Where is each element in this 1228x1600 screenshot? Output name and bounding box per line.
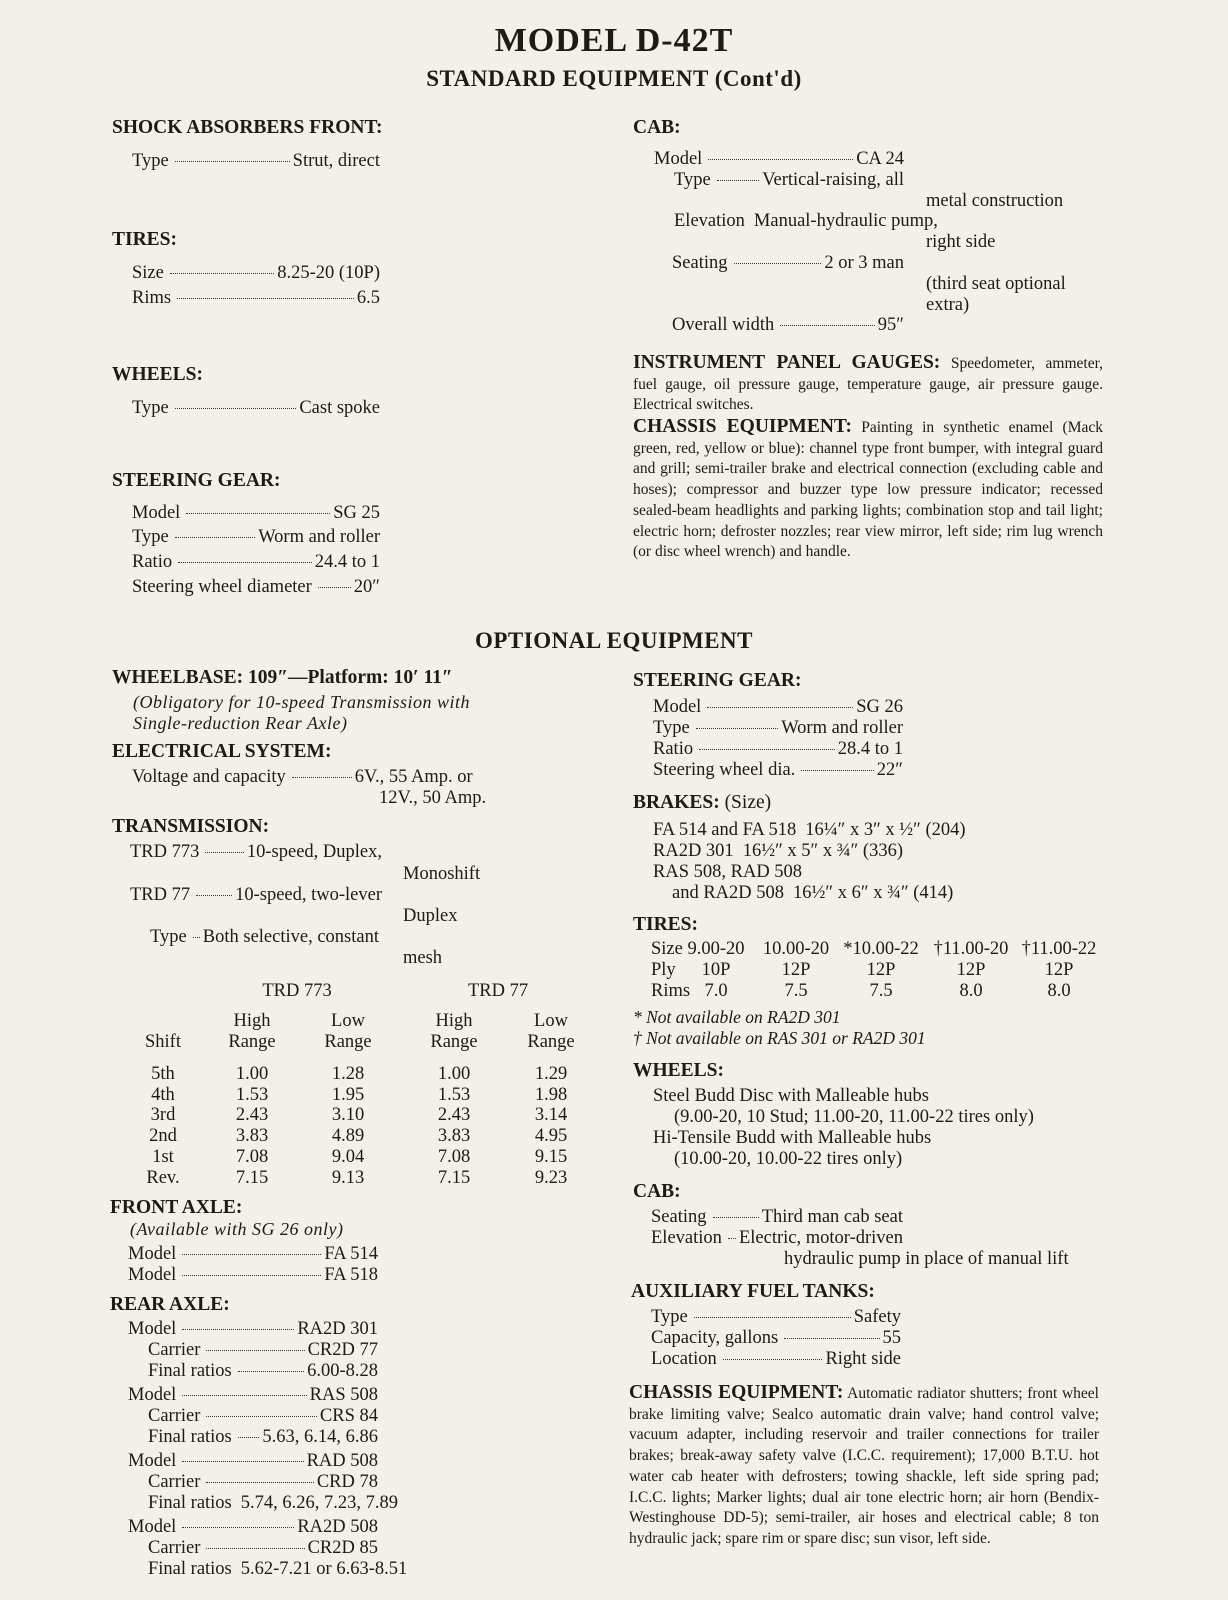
spec-row bbox=[128, 1319, 378, 1340]
spec-label: Elevation bbox=[674, 211, 745, 231]
spec-value: Vertical-raising, all bbox=[762, 170, 904, 190]
wheelbase-note: (Obligatory for 10-speed Transmission with bbox=[133, 692, 471, 712]
spec-row bbox=[148, 1559, 408, 1580]
spec-label: Type bbox=[651, 1307, 688, 1327]
tire-row-label: Size bbox=[651, 939, 683, 959]
tires-heading: TIRES: bbox=[112, 229, 178, 250]
spec-value: Third man cab seat bbox=[761, 1207, 903, 1227]
spec-row bbox=[132, 263, 380, 284]
tire-table-cell: 10.00-20 bbox=[762, 939, 830, 959]
spec-value: RA2D 508 bbox=[297, 1517, 378, 1537]
spec-row bbox=[132, 577, 380, 598]
spec-value: 16½″ x 5″ x ¾″ (336) bbox=[742, 841, 903, 861]
spec-label: Location bbox=[651, 1349, 717, 1369]
spec-row bbox=[128, 1265, 378, 1286]
table-column-trd773-high: 1.00 1.53 2.43 3.83 7.08 7.15 bbox=[235, 1064, 269, 1188]
table-column-shift: 5th 4th 3rd 2nd 1st Rev. bbox=[146, 1064, 180, 1188]
table-column-header: High Range bbox=[430, 1011, 478, 1052]
table-column-header: Low Range bbox=[527, 1011, 575, 1052]
spec-label: TRD 773 bbox=[130, 842, 200, 862]
spec-label: Voltage and capacity bbox=[132, 767, 286, 787]
spec-row bbox=[653, 697, 903, 718]
spec-value: CR2D 77 bbox=[307, 1340, 378, 1360]
spec-row bbox=[672, 883, 954, 904]
spec-value: CR2D 85 bbox=[307, 1538, 378, 1558]
spec-row bbox=[148, 1361, 378, 1382]
front-axle-heading: FRONT AXLE: bbox=[110, 1197, 243, 1218]
wheels-option: Steel Budd Disc with Malleable hubs bbox=[653, 1086, 929, 1106]
spec-value: 10-speed, Duplex, bbox=[246, 842, 382, 862]
tire-table-cell: 7.5 bbox=[784, 981, 808, 1001]
spec-row bbox=[148, 1538, 378, 1559]
spec-value: FA 518 bbox=[324, 1265, 378, 1285]
spec-row bbox=[132, 552, 380, 573]
steering-gear-opt-heading: STEERING GEAR: bbox=[633, 670, 802, 691]
chassis-opt-text: Automatic radiator shutters; front wheel brake limiting valve; Sealco automatic drain valve; hand control valve; vacuum adapter, including reservoir and trailer connections for trailer brakes; break-away safety valve (I.C.C. requirement); 17,000 B.T.U. hot water cab heater with defrosters; towing shackle, left side spring pad; I.C.C. lights; Marker lights; dual air tone electric horn; air horn (Bendix-Westinghouse DD-5); semi-trailer, air hoses and electrical cable; 8 ton hydraulic jack; spare rim or spare disc; sun visor, left side. bbox=[629, 1385, 1099, 1547]
chassis-opt-heading: CHASSIS EQUIPMENT: bbox=[629, 1382, 844, 1403]
spec-label: Steering wheel diameter bbox=[132, 577, 312, 597]
spec-row bbox=[128, 1385, 378, 1406]
spec-label: Type bbox=[132, 527, 169, 547]
spec-label: Steering wheel dia. bbox=[653, 760, 796, 780]
spec-row bbox=[148, 1472, 378, 1493]
table-group-header: TRD 77 bbox=[467, 981, 529, 1001]
spec-row bbox=[130, 842, 382, 863]
spec-label: TRD 77 bbox=[130, 885, 191, 905]
spec-value: Both selective, constant bbox=[202, 927, 379, 947]
spec-value: Manual-hydraulic pump, bbox=[753, 211, 938, 231]
spec-row bbox=[651, 1228, 903, 1249]
spec-value: 20″ bbox=[353, 577, 380, 597]
spec-label: Elevation bbox=[651, 1228, 722, 1248]
table-column-header: Low Range bbox=[324, 1011, 372, 1052]
transmission-heading: TRANSMISSION: bbox=[112, 816, 270, 837]
spec-value: SG 25 bbox=[333, 503, 380, 523]
spec-value: RA2D 301 bbox=[297, 1319, 378, 1339]
spec-label: Type bbox=[150, 927, 187, 947]
spec-label: Ratio bbox=[653, 739, 694, 759]
spec-value: RAD 508 bbox=[306, 1451, 378, 1471]
spec-label: Model bbox=[128, 1265, 177, 1285]
tire-table-cell: 10P bbox=[701, 960, 731, 980]
spec-value-cont: Monoshift bbox=[403, 864, 481, 884]
wheels-opt-heading: WHEELS: bbox=[633, 1060, 725, 1081]
wheelbase-heading: WHEELBASE: 109″—Platform: 10′ 11″ bbox=[112, 667, 453, 688]
spec-row bbox=[653, 739, 903, 760]
spec-row bbox=[148, 1340, 378, 1361]
spec-value: 16¼″ x 3″ x ½″ (204) bbox=[805, 820, 966, 840]
page-title: MODEL D-42T bbox=[494, 22, 734, 59]
spec-label: Type bbox=[653, 718, 690, 738]
spec-row bbox=[128, 1451, 378, 1472]
spec-label: Type bbox=[132, 151, 169, 171]
spec-row bbox=[651, 1207, 903, 1228]
spec-value: 24.4 to 1 bbox=[314, 552, 380, 572]
spec-label: RAS 508, RAD 508 bbox=[653, 862, 803, 882]
spec-label: Model bbox=[132, 503, 181, 523]
spec-value-cont: extra) bbox=[926, 295, 970, 315]
spec-label: Seating bbox=[672, 253, 728, 273]
rear-axle-heading: REAR AXLE: bbox=[110, 1294, 230, 1315]
tire-table-cell: 7.0 bbox=[704, 981, 728, 1001]
electrical-system-heading: ELECTRICAL SYSTEM: bbox=[112, 741, 332, 762]
brakes-heading-size: (Size) bbox=[724, 792, 772, 813]
wheels-heading: WHEELS: bbox=[112, 364, 204, 385]
spec-label: Size bbox=[132, 263, 164, 283]
spec-row bbox=[132, 767, 473, 788]
spec-value-cont: right side bbox=[926, 232, 996, 252]
spec-value: CA 24 bbox=[856, 149, 904, 169]
spec-row bbox=[653, 718, 903, 739]
spec-label: Model bbox=[653, 697, 702, 717]
brakes-heading bbox=[633, 792, 771, 814]
tire-row-label: Ply bbox=[651, 960, 676, 980]
spec-row bbox=[651, 1349, 901, 1370]
spec-value: Cast spoke bbox=[299, 398, 380, 418]
spec-row bbox=[654, 149, 904, 170]
spec-value: Right side bbox=[825, 1349, 901, 1369]
spec-label: Model bbox=[128, 1451, 177, 1471]
optional-equipment-title: OPTIONAL EQUIPMENT bbox=[474, 628, 753, 653]
spec-value-cont: mesh bbox=[403, 948, 443, 968]
spec-value: 6.5 bbox=[356, 288, 380, 308]
tire-table-cell: 7.5 bbox=[869, 981, 893, 1001]
spec-label: Carrier bbox=[148, 1472, 201, 1492]
wheels-option-note: (10.00-20, 10.00-22 tires only) bbox=[674, 1149, 903, 1169]
chassis-equipment-standard bbox=[633, 417, 1103, 563]
spec-row bbox=[651, 1328, 901, 1349]
spec-value: 5.62-7.21 or 6.63-8.51 bbox=[240, 1559, 408, 1579]
spec-row bbox=[674, 170, 904, 191]
steering-gear-heading: STEERING GEAR: bbox=[112, 470, 281, 491]
spec-value: CRD 78 bbox=[316, 1472, 378, 1492]
spec-row bbox=[653, 820, 966, 841]
spec-label: Overall width bbox=[672, 315, 775, 335]
spec-row bbox=[148, 1406, 378, 1427]
table-column-trd77-low: 1.29 1.98 3.14 4.95 9.15 9.23 bbox=[534, 1064, 568, 1188]
tire-table-cell: 12P bbox=[956, 960, 986, 980]
spec-label: Seating bbox=[651, 1207, 707, 1227]
spec-label: Final ratios bbox=[148, 1559, 232, 1579]
spec-row bbox=[132, 527, 380, 548]
spec-label: Carrier bbox=[148, 1538, 201, 1558]
spec-value: Strut, direct bbox=[292, 151, 380, 171]
spec-row bbox=[148, 1427, 378, 1448]
spec-value: 22″ bbox=[876, 760, 903, 780]
spec-value: 5.63, 6.14, 6.86 bbox=[262, 1427, 378, 1447]
tire-footnote: † Not available on RAS 301 or RA2D 301 bbox=[633, 1028, 926, 1048]
spec-row bbox=[128, 1517, 378, 1538]
spec-row bbox=[651, 1307, 901, 1328]
spec-value: 16½″ x 6″ x ¾″ (414) bbox=[793, 883, 954, 903]
tire-table-cell: *10.00-22 bbox=[843, 939, 919, 959]
spec-label: FA 514 and FA 518 bbox=[653, 820, 797, 840]
spec-label: Final ratios bbox=[148, 1361, 232, 1381]
tire-row-label: Rims bbox=[651, 981, 691, 1001]
tire-table-cell: †11.00-22 bbox=[1021, 939, 1097, 959]
spec-label: Type bbox=[132, 398, 169, 418]
spec-label: and RA2D 508 bbox=[672, 883, 785, 903]
spec-value: 55 bbox=[882, 1328, 901, 1348]
spec-value: 28.4 to 1 bbox=[837, 739, 903, 759]
tire-footnote: * Not available on RA2D 301 bbox=[633, 1007, 841, 1027]
instrument-text: Speedometer, ammeter, fuel gauge, oil pressure gauge, temperature gauge, air pressure gauge. Electrical switches. bbox=[633, 355, 1103, 414]
spec-label: Model bbox=[128, 1319, 177, 1339]
shock-absorbers-heading: SHOCK ABSORBERS FRONT: bbox=[112, 117, 383, 138]
spec-value: 8.25-20 (10P) bbox=[277, 263, 380, 283]
spec-value: CRS 84 bbox=[319, 1406, 378, 1426]
tire-table-cell: †11.00-20 bbox=[933, 939, 1009, 959]
spec-row bbox=[148, 1493, 399, 1514]
spec-row bbox=[672, 253, 904, 274]
spec-label: Type bbox=[674, 170, 711, 190]
spec-row bbox=[132, 288, 380, 309]
spec-value: RAS 508 bbox=[309, 1385, 378, 1405]
spec-row bbox=[653, 841, 903, 862]
brakes-heading-label: BRAKES: bbox=[633, 792, 720, 813]
chassis-text: Painting in synthetic enamel (Mack green, red, yellow or blue): channel type front bumper, with integral guard and grill; semi-trailer brake and electrical connection (excluding cable and hoses); compressor and buzzer type low pressure indicator; recessed sealed-beam headlights and parking lights; combination stop and tail light; electric horn; defroster nozzles; rear view mirror, left side; rim lug wrench (or disc wheel wrench) and handle. bbox=[633, 419, 1104, 561]
spec-value-cont: metal construction bbox=[926, 191, 1064, 211]
front-axle-note: (Available with SG 26 only) bbox=[130, 1219, 344, 1239]
spec-row bbox=[132, 151, 380, 172]
spec-label: RA2D 301 bbox=[653, 841, 734, 861]
tire-table-cell: 8.0 bbox=[1047, 981, 1071, 1001]
table-column-header: High Range bbox=[228, 1011, 276, 1052]
spec-value-cont: hydraulic pump in place of manual lift bbox=[784, 1249, 1069, 1269]
tires-opt-heading: TIRES: bbox=[633, 914, 699, 935]
spec-row bbox=[132, 398, 380, 419]
cab-heading: CAB: bbox=[633, 117, 681, 138]
spec-value: 95″ bbox=[877, 315, 904, 335]
spec-label: Final ratios bbox=[148, 1493, 232, 1513]
spec-value: Worm and roller bbox=[258, 527, 380, 547]
tire-table-cell: 9.00-20 bbox=[687, 939, 745, 959]
spec-value: Safety bbox=[853, 1307, 901, 1327]
spec-row bbox=[672, 315, 904, 336]
spec-label: Capacity, gallons bbox=[651, 1328, 779, 1348]
table-column-header: Shift bbox=[145, 1032, 181, 1052]
spec-value-cont: Duplex bbox=[403, 906, 458, 926]
spec-value: 6V., 55 Amp. or bbox=[354, 767, 473, 787]
cab-opt-heading: CAB: bbox=[633, 1181, 681, 1202]
wheelbase-note: Single-reduction Rear Axle) bbox=[133, 713, 348, 733]
spec-value: 6.00-8.28 bbox=[307, 1361, 378, 1381]
tire-table-cell: 12P bbox=[1044, 960, 1074, 980]
wheels-option-note: (9.00-20, 10 Stud; 11.00-20, 11.00-22 tires only) bbox=[674, 1107, 1034, 1127]
tire-table-cell: 8.0 bbox=[959, 981, 983, 1001]
chassis-equipment-optional bbox=[629, 1383, 1099, 1550]
spec-value: Worm and roller bbox=[781, 718, 903, 738]
table-column-trd773-low: 1.28 1.95 3.10 4.89 9.04 9.13 bbox=[331, 1064, 365, 1188]
spec-value: SG 26 bbox=[856, 697, 903, 717]
spec-value: Electric, motor-driven bbox=[738, 1228, 903, 1248]
spec-label: Model bbox=[128, 1517, 177, 1537]
spec-label: Final ratios bbox=[148, 1427, 232, 1447]
spec-label: Model bbox=[654, 149, 703, 169]
instrument-panel-gauges bbox=[633, 353, 1103, 416]
instrument-heading: INSTRUMENT PANEL GAUGES: bbox=[633, 352, 941, 373]
spec-row bbox=[150, 927, 379, 948]
spec-value: FA 514 bbox=[324, 1244, 378, 1264]
spec-row bbox=[128, 1244, 378, 1265]
tire-table-cell: 12P bbox=[781, 960, 811, 980]
spec-value-cont: 12V., 50 Amp. bbox=[379, 788, 487, 808]
chassis-heading: CHASSIS EQUIPMENT: bbox=[633, 416, 852, 437]
spec-row bbox=[132, 503, 380, 524]
table-column-trd77-high: 1.00 1.53 2.43 3.83 7.08 7.15 bbox=[437, 1064, 471, 1188]
spec-value: 5.74, 6.26, 7.23, 7.89 bbox=[240, 1493, 399, 1513]
spec-label: Carrier bbox=[148, 1340, 201, 1360]
aux-fuel-tanks-heading: AUXILIARY FUEL TANKS: bbox=[631, 1281, 875, 1302]
spec-label: Model bbox=[128, 1244, 177, 1264]
tire-table-cell: 12P bbox=[866, 960, 896, 980]
spec-label: Carrier bbox=[148, 1406, 201, 1426]
table-group-header: TRD 773 bbox=[262, 981, 332, 1001]
page-subtitle: STANDARD EQUIPMENT (Cont'd) bbox=[426, 66, 802, 91]
spec-row bbox=[674, 211, 938, 232]
spec-label: Ratio bbox=[132, 552, 173, 572]
spec-row bbox=[130, 885, 382, 906]
spec-row bbox=[653, 760, 903, 781]
spec-value: 10-speed, two-lever bbox=[235, 885, 382, 905]
spec-value: 2 or 3 man bbox=[824, 253, 904, 273]
spec-label: Rims bbox=[132, 288, 172, 308]
spec-label: Model bbox=[128, 1385, 177, 1405]
spec-value-cont: (third seat optional bbox=[926, 274, 1066, 294]
wheels-option: Hi-Tensile Budd with Malleable hubs bbox=[653, 1128, 932, 1148]
